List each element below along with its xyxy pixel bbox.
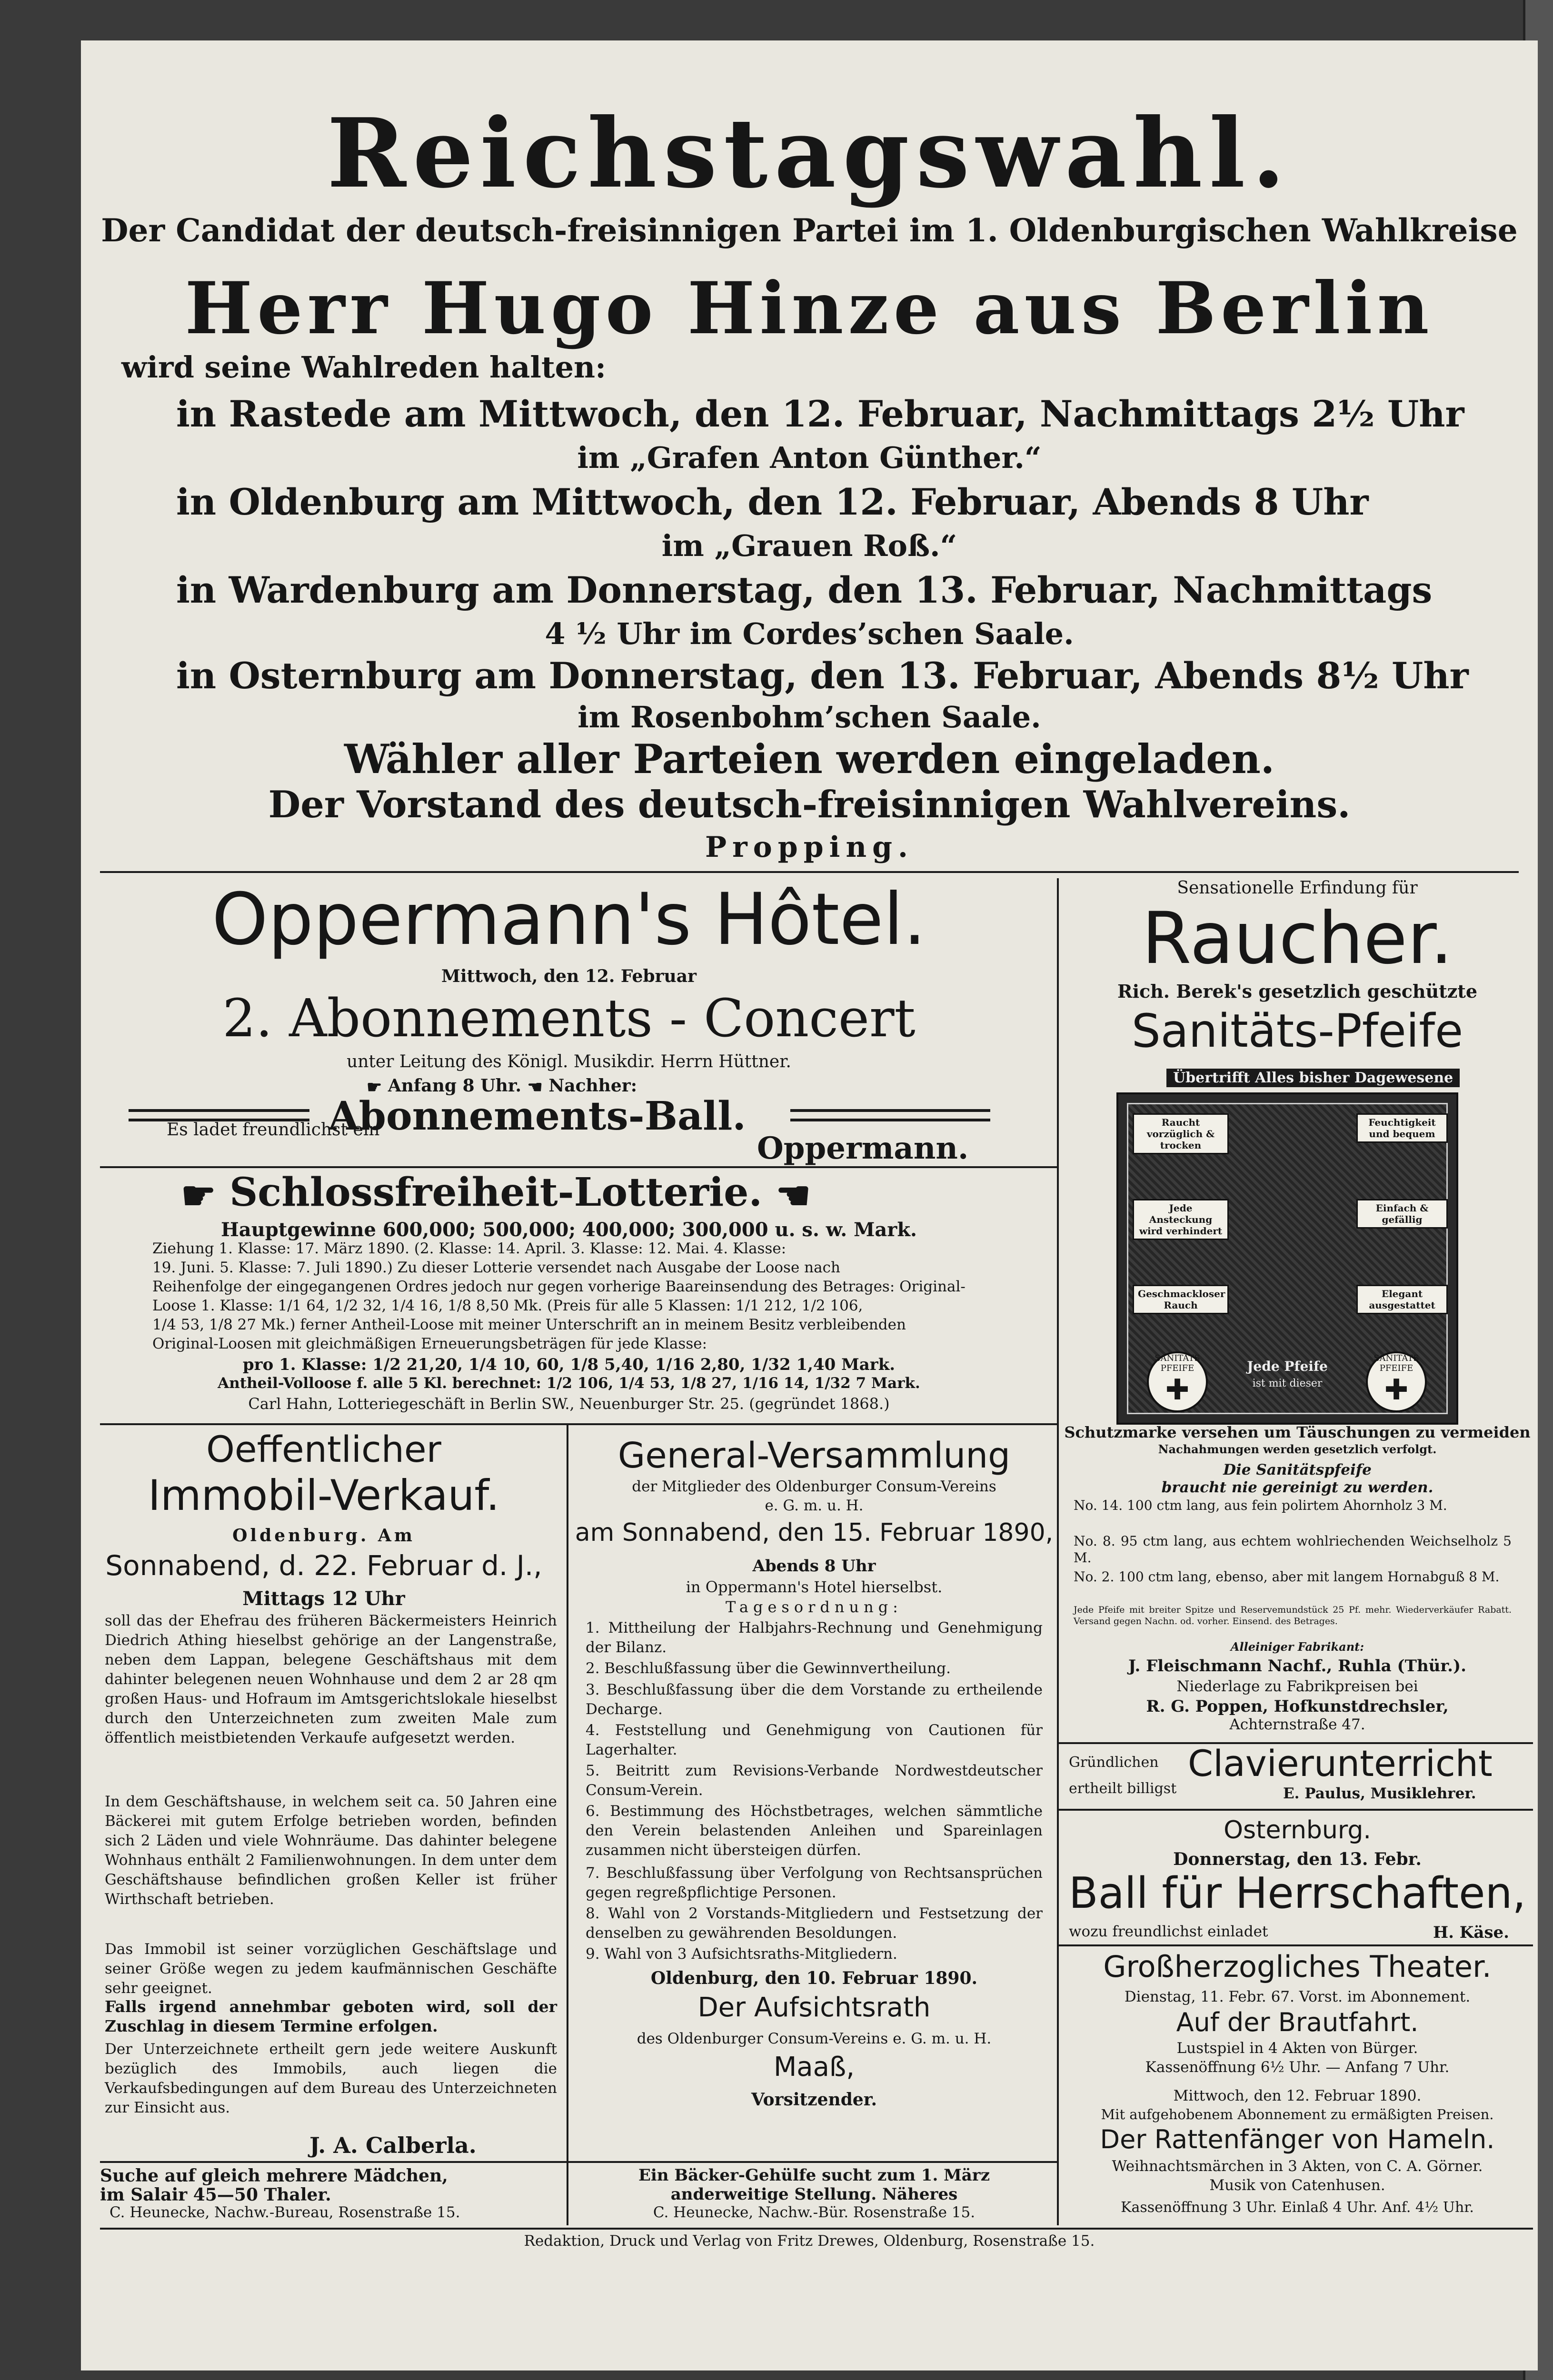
ball-title: Abonnements-Ball.	[329, 1093, 746, 1139]
agenda-item: 8. Wahl von 2 Vorstands-Mitgliedern und Festsetzung der denselben zu gewährenden Besoldungen.	[586, 1905, 1043, 1942]
theater-l8: Weihnachtsmärchen in 3 Akten, von C. A. Görner.	[1112, 2158, 1483, 2175]
agenda-item: 4. Feststellung und Genehmigung von Cautionen für Lagerhalter.	[586, 1722, 1043, 1758]
baker-l3: C. Heunecke, Nachw.-Bür. Rosenstraße 15.	[653, 2204, 976, 2221]
piano-l3: ertheilt billigst	[1069, 1780, 1177, 1797]
auction-date: Sonnabend, d. 22. Februar d. J.,	[105, 1549, 542, 1582]
ball-l2: Donnerstag, den 13. Febr.	[1173, 1849, 1422, 1869]
ball-l1: Osternburg.	[1224, 1816, 1371, 1844]
divider	[100, 2228, 1533, 2230]
column-divider	[567, 1423, 568, 2225]
agenda-item: 5. Beitritt zum Revisions-Verbande Nordwestdeutscher Consum-Verein.	[586, 1762, 1043, 1799]
auction-place: Oldenburg. Am	[232, 1526, 415, 1546]
meeting-osternburg-venue: im Rosenbohm’schen Saale.	[577, 700, 1041, 734]
meeting-wardenburg-venue: 4 ½ Uhr im Cordes’schen Saale.	[545, 616, 1074, 651]
meeting-osternburg: in Osternburg am Donnerstag, den 13. Februar, Abends 8½ Uhr	[176, 654, 1469, 697]
ball-l5: H. Käse.	[1433, 1923, 1509, 1942]
baker-l2: anderweitige Stellung. Näheres	[670, 2185, 958, 2204]
assembly-l2: e. G. m. u. H.	[765, 1497, 864, 1514]
assembly-l6: Tagesordnung:	[726, 1598, 903, 1616]
seal-icon	[1147, 1351, 1208, 1412]
lottery-l6: 1/4 53, 1/8 27 Mk.) ferner Antheil-Loose mit meiner Unterschrift an in meinem Besitz verbleibenden	[152, 1316, 906, 1333]
assembly-l7: Oldenburg, den 10. Februar 1890.	[650, 1968, 978, 1988]
raucher-l2: braucht nie gereinigt zu werden.	[1161, 1479, 1434, 1496]
newspaper-page	[81, 40, 1538, 2370]
assembly-l5: in Oppermann's Hotel hierselbst.	[686, 1578, 943, 1596]
ornament-rule	[790, 1109, 990, 1112]
pipe-caption4: Nachahmungen werden gesetzlich verfolgt.	[1158, 1442, 1437, 1456]
theater-l9: Musik von Catenhusen.	[1209, 2177, 1385, 2194]
pipe-tag: Elegant ausgestattet	[1356, 1285, 1448, 1314]
raucher-l5: No. 2. 100 ctm lang, ebenso, aber mit langem Hornabguß 8 M.	[1074, 1569, 1500, 1585]
assembly-l10: Maaß,	[773, 2052, 855, 2082]
meeting-rastede: in Rastede am Mittwoch, den 12. Februar, Nachmittags 2½ Uhr	[176, 393, 1464, 435]
agenda-item: 2. Beschlußfassung über die Gewinnvertheilung.	[586, 1660, 951, 1677]
piano-l4: E. Paulus, Musiklehrer.	[1283, 1785, 1476, 1802]
girls-l3: C. Heunecke, Nachw.-Bureau, Rosenstraße 15.	[110, 2204, 460, 2221]
assembly-title: General-Versammlung	[617, 1435, 1011, 1476]
pipe-tag: Raucht vorzüglich & trocken	[1133, 1113, 1229, 1154]
raucher-l7: Alleiniger Fabrikant:	[1230, 1640, 1364, 1654]
raucher-pipe: Sanitäts-Pfeife	[1131, 1004, 1463, 1058]
raucher-l8: J. Fleischmann Nachf., Ruhla (Thür.).	[1128, 1656, 1466, 1676]
divider	[100, 2161, 567, 2163]
election-board: Der Vorstand des deutsch-freisinnigen Wahlvereins.	[268, 783, 1351, 826]
raucher-l6: Jede Pfeife mit breiter Spitze und Reservemundstück 25 Pf. mehr. Wiederverkäufer Rabatt. Versand gegen Nachn. od. vorher. Einsend. des Betrages.	[1074, 1605, 1512, 1626]
pipe-caption1: Jede Pfeife	[1247, 1359, 1328, 1374]
agenda-item: 6. Bestimmung des Höchstbetrages, welchen sämmtliche den Verein belastenden Anleihen und Spareinlagen zusammen nicht übersteigen dürfen.	[586, 1803, 1043, 1859]
hand-ornament-icon: ☛	[181, 1172, 216, 1219]
raucher-l4: No. 8. 95 ctm lang, aus echtem wohlriechenden Weichselholz 5 M.	[1074, 1533, 1512, 1566]
auction-h1: Oeffentlicher	[206, 1428, 441, 1470]
seal-label: SANITÄTS PFEIFE	[1374, 1353, 1419, 1373]
meeting-rastede-venue: im „Grafen Anton Günther.“	[577, 440, 1042, 475]
theater-l3: Lustspiel in 4 Akten von Bürger.	[1176, 2040, 1418, 2057]
theater-l2: Auf der Brautfahrt.	[1176, 2007, 1419, 2037]
lottery-l8: pro 1. Klasse: 1/2 21,20, 1/4 10, 60, 1/8 5,40, 1/16 2,80, 1/32 1,40 Mark.	[242, 1355, 896, 1374]
pipe-illustration	[1116, 1092, 1458, 1425]
lottery-l4: Reihenfolge der eingegangenen Ordres jedoch nur gegen vorherige Baareinsendung des Betrages: Original-	[152, 1278, 966, 1295]
girls-l1: Suche auf gleich mehrere Mädchen,	[100, 2166, 448, 2186]
raucher-l1: Die Sanitätspfeife	[1223, 1461, 1372, 1478]
auction-p4: Falls irgend annehmbar geboten wird, soll der Zuschlag in diesem Termine erfolgen.	[105, 1997, 557, 2035]
theater-l7: Der Rattenfänger von Hameln.	[1100, 2124, 1495, 2154]
auction-p5: Der Unterzeichnete ertheilt gern jede weitere Auskunft bezüglich des Immobils, auch liegen die Verkaufsbedingungen auf dem Bureau des Unterzeichneten zur Einsicht aus.	[105, 2041, 557, 2116]
lottery-title-text: Schlossfreiheit-Lotterie.	[229, 1170, 763, 1215]
raucher-title: Raucher.	[1142, 897, 1453, 980]
agenda-item: 1. Mittheilung der Halbjahrs-Rechnung und Genehmigung der Bilanz.	[586, 1619, 1043, 1656]
assembly-l1: der Mitglieder des Oldenburger Consum-Vereins	[632, 1478, 996, 1495]
concert-title: 2. Abonnements - Concert	[222, 988, 916, 1049]
lottery-title	[181, 1170, 811, 1219]
imprint: Redaktion, Druck und Verlag von Fritz Drewes, Oldenburg, Rosenstraße 15.	[524, 2232, 1095, 2250]
raucher-l3: No. 14. 100 ctm lang, aus fein polirtem Ahornholz 3 M.	[1074, 1497, 1447, 1513]
divider	[1059, 1944, 1533, 1946]
seal-icon	[1366, 1351, 1427, 1412]
lottery-l9: Antheil-Volloose f. alle 5 Kl. berechnet: 1/2 106, 1/4 53, 1/8 27, 1/16 14, 1/32 7 Mark.	[218, 1375, 920, 1392]
auction-h2: Immobil-Verkauf.	[148, 1471, 499, 1520]
lottery-l3: 19. Juni. 5. Klasse: 7. Juli 1890.) Zu dieser Lotterie versendet nach Ausgabe der Loose nach	[152, 1259, 840, 1276]
assembly-l4: Abends 8 Uhr	[752, 1557, 876, 1576]
ball-l4: wozu freundlichst einladet	[1069, 1923, 1268, 1940]
hand-ornament-icon: ☚	[776, 1172, 811, 1219]
election-title: Reichstagswahl.	[327, 98, 1292, 209]
seal-label: SANITÄTS PFEIFE	[1155, 1353, 1200, 1373]
hotel-invite: Es ladet freundlichst ein	[167, 1120, 380, 1140]
auction-p3: Das Immobil ist seiner vorzüglichen Geschäftslage und seiner Größe wegen zu jedem kaufmännischen Geschäfte sehr geeignet.	[105, 1941, 557, 1997]
divider	[568, 2161, 1057, 2163]
piano-l2: Clavierunterricht	[1188, 1742, 1493, 1785]
agenda-item: 7. Beschlußfassung über Verfolgung von Rechtsansprüchen gegen regreßpflichtige Personen.	[586, 1864, 1043, 1901]
girls-l2: im Salair 45—50 Thaler.	[100, 2185, 331, 2205]
raucher-l10: R. G. Poppen, Hofkunstdrechsler,	[1146, 1697, 1449, 1716]
ball-l3: Ball für Herrschaften,	[1068, 1868, 1526, 1918]
raucher-l9: Niederlage zu Fabrikpreisen bei	[1176, 1678, 1418, 1695]
pipe-tag: Geschmackloser Rauch	[1133, 1285, 1229, 1314]
assembly-l8: Der Aufsichtsrath	[697, 1992, 931, 2023]
raucher-banner: Übertrifft Alles bisher Dagewesene	[1166, 1069, 1460, 1087]
auction-p2: In dem Geschäftshause, in welchem seit ca. 50 Jahren eine Bäckerei mit gutem Erfolge betrieben worden, befinden sich 2 Läden und viele Wohnräume. Das dahinter belegene Wohnhaus enthält 2 Familienwohnungen. In dem unter dem Geschäftshause befindlichen großen Keller ist früher Wirthschaft betrieben.	[105, 1793, 557, 1908]
agenda-item: 3. Beschlußfassung über die dem Vorstande zu ertheilende Decharge.	[586, 1681, 1043, 1718]
pipe-tag: Einfach & gefällig	[1356, 1199, 1448, 1229]
divider	[100, 1423, 1057, 1425]
pipe-caption2: ist mit dieser	[1252, 1378, 1323, 1389]
meeting-oldenburg-venue: im „Grauen Roß.“	[661, 528, 957, 563]
concert-after: Nachher:	[548, 1076, 637, 1096]
theater-title: Großherzogliches Theater.	[1103, 1949, 1492, 1984]
hotel-date: Mittwoch, den 12. Februar	[441, 966, 697, 986]
election-sign: Propping.	[705, 831, 914, 864]
election-invite: Wähler aller Parteien werden eingeladen.	[344, 735, 1275, 783]
divider	[100, 1166, 1057, 1168]
ornament-rule	[129, 1109, 309, 1112]
concert-start-text: Anfang 8 Uhr.	[388, 1076, 521, 1096]
election-subtitle: Der Candidat der deutsch-freisinnigen Partei im 1. Oldenburgischen Wahlkreise	[101, 212, 1518, 249]
lottery-l2: Ziehung 1. Klasse: 17. März 1890. (2. Klasse: 14. April. 3. Klasse: 12. Mai. 4. Klasse:	[152, 1240, 786, 1257]
raucher-l11: Achternstraße 47.	[1229, 1716, 1365, 1733]
assembly-l9: des Oldenburger Consum-Vereins e. G. m. u. H.	[637, 2030, 992, 2047]
pipe-caption3: Schutzmarke versehen um Täuschungen zu vermeiden	[1064, 1423, 1531, 1441]
pipe-tag: Feuchtigkeit und bequem	[1356, 1113, 1448, 1143]
hotel-sign: Oppermann.	[757, 1130, 969, 1166]
candidate-name: Herr Hugo Hinze aus Berlin	[185, 267, 1434, 350]
lottery-l10: Carl Hahn, Lotteriegeschäft in Berlin SW., Neuenburger Str. 25. (gegründet 1868.)	[248, 1395, 890, 1413]
assembly-l3: am Sonnabend, den 15. Februar 1890,	[575, 1518, 1054, 1547]
meeting-wardenburg: in Wardenburg am Donnerstag, den 13. Februar, Nachmittags	[176, 569, 1433, 611]
lottery-l5: Loose 1. Klasse: 1/1 64, 1/2 32, 1/4 16, 1/8 8,50 Mk. (Preis für alle 5 Klassen: 1/1 212, 1/2 106,	[152, 1297, 863, 1314]
theater-l10: Kassenöffnung 3 Uhr. Einlaß 4 Uhr. Anf. 4½ Uhr.	[1121, 2199, 1474, 2216]
divider	[1059, 1809, 1533, 1811]
theater-l4: Kassenöffnung 6½ Uhr. — Anfang 7 Uhr.	[1145, 2059, 1450, 2076]
divider	[100, 871, 1519, 873]
pointing-hand-icon: ☚	[527, 1077, 543, 1097]
auction-p1: soll das der Ehefrau des früheren Bäckermeisters Heinrich Diedrich Athing hieselbst gehörige an der Langenstraße, neben dem Lappan, belegene Geschäftshaus mit dem dahinter belegenen neuen Wohnhause und dem 2 ar 28 qm großen Haus- und Hofraum im Amtsgerichtslokale hieselbst durch den Unterzeichneten zum zweiten Male zum öffentlich meistbietenden Verkaufe aufgesetzt werden.	[105, 1612, 557, 1746]
raucher-maker: Rich. Berek's gesetzlich geschützte	[1117, 981, 1478, 1002]
raucher-kicker: Sensationelle Erfindung für	[1177, 878, 1418, 898]
lottery-l7: Original-Loosen mit gleichmäßigen Erneuerungsbeträgen für jede Klasse:	[152, 1335, 707, 1352]
column-divider	[1057, 878, 1059, 2225]
meeting-oldenburg: in Oldenburg am Mittwoch, den 12. Februar, Abends 8 Uhr	[176, 481, 1369, 523]
piano-l1: Gründlichen	[1069, 1754, 1159, 1771]
theater-l1: Dienstag, 11. Febr. 67. Vorst. im Abonnement.	[1124, 1988, 1471, 2005]
assembly-l11: Vorsitzender.	[751, 2090, 877, 2110]
ornament-rule	[790, 1119, 990, 1121]
auction-time: Mittags 12 Uhr	[242, 1587, 405, 1610]
lottery-l1: Hauptgewinne 600,000; 500,000; 400,000; 300,000 u. s. w. Mark.	[221, 1219, 917, 1241]
baker-l1: Ein Bäcker-Gehülfe sucht zum 1. März	[638, 2166, 990, 2185]
pipe-tag: Jede Ansteckung wird verhindert	[1133, 1199, 1229, 1240]
theater-l5: Mittwoch, den 12. Februar 1890.	[1173, 2087, 1422, 2104]
hotel-name: Oppermann's Hôtel.	[211, 878, 926, 961]
pointing-hand-icon: ☛	[367, 1077, 382, 1097]
auction-sign: J. A. Calberla.	[309, 2132, 477, 2158]
theater-l6: Mit aufgehobenem Abonnement zu ermäßigten Preisen.	[1101, 2106, 1494, 2122]
agenda-item: 9. Wahl von 3 Aufsichtsraths-Mitgliedern.	[586, 1945, 897, 1963]
concert-lead: unter Leitung des Königl. Musikdir. Herrn Hüttner.	[347, 1052, 791, 1071]
election-intro: wird seine Wahlreden halten:	[121, 350, 607, 385]
